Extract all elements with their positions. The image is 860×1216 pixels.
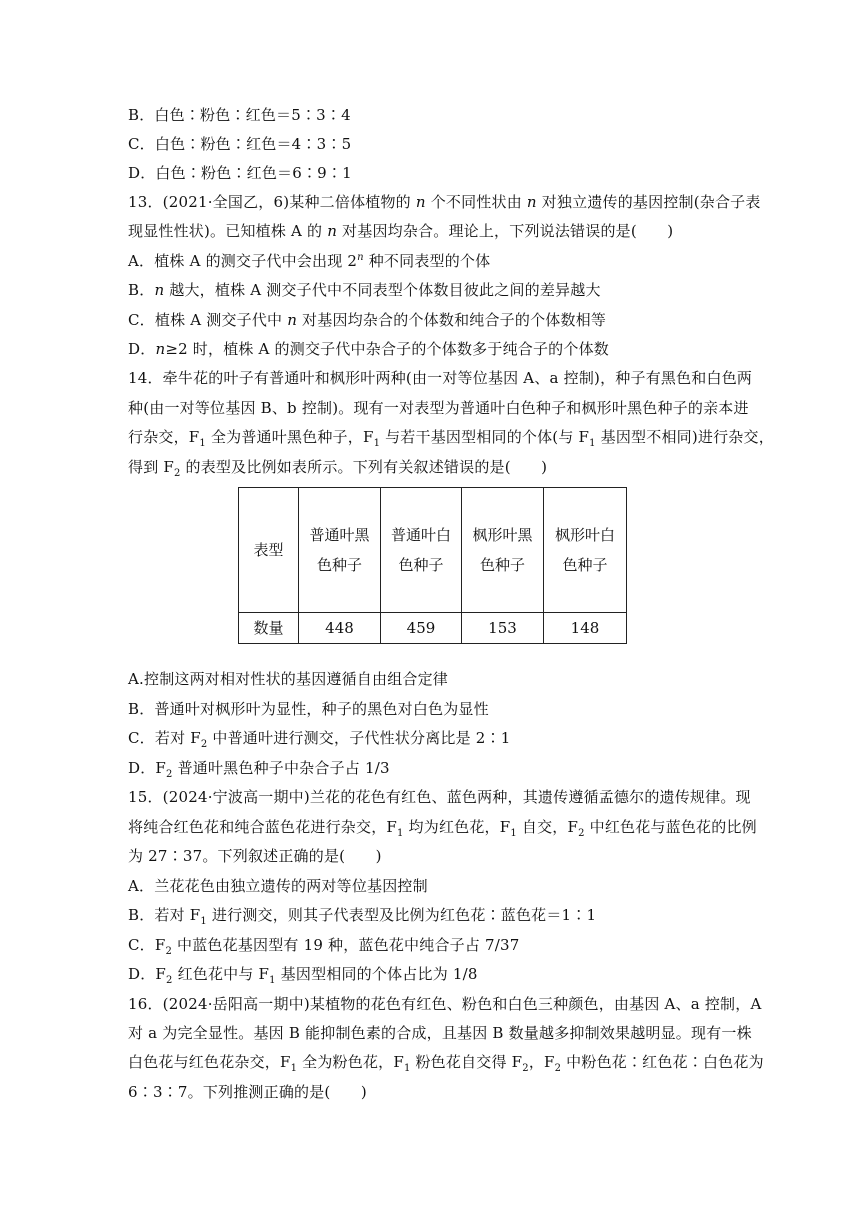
table-cell: 459 [381, 613, 462, 644]
q14-option-b: B．普通叶对枫形叶为显性，种子的黑色对白色为显性 [128, 700, 489, 718]
q15-option-a: A．兰花花色由独立遗传的两对等位基因控制 [128, 877, 428, 895]
q15-option-b: B．若对 $F_1$ 进行测交，则其子代表型及比例为红色花∶蓝色花＝1∶1 [128, 906, 597, 927]
q14-stem-line-1: 14．牵牛花的叶子有普通叶和枫形叶两种(由一对等位基因 A、a 控制)，种子有黑色和白色两 [128, 369, 753, 387]
q12-option-c: C．白色∶粉色∶红色＝4∶3∶5 [128, 135, 352, 153]
table-header-cell: 表型 [239, 488, 299, 613]
table-header-cell: 普通叶白 色种子 [381, 488, 462, 613]
table-row [239, 613, 627, 644]
table-cell: 数量 [239, 613, 299, 644]
q15-stem-line-2: 将纯合红色花和纯合蓝色花进行杂交，$F_1$ 均为红色花，$F_1$ 自交，$F_2$ 中红色花与蓝色花的比例 [128, 818, 757, 839]
q14-option-d: D．$F_2$ 普通叶黑色种子中杂合子占 1/3 [128, 759, 390, 780]
table-cell: 148 [544, 613, 627, 644]
q13-stem-line-2: 现显性性状)。已知植株 A 的 n 对基因均杂合。理论上，下列说法错误的是( ) [128, 222, 674, 240]
phenotype-table [238, 487, 627, 644]
q16-stem-line-3: 白色花与红色花杂交，$F_1$ 全为粉色花，$F_1$ 粉色花自交得 $F_2$，$F_2$ 中粉色花∶红色花∶白色花为 [128, 1053, 764, 1074]
q15-stem-line-1: 15．(2024·宁波高一期中)兰花的花色有红色、蓝色两种，其遗传遵循孟德尔的遗传规律。现 [128, 788, 751, 806]
q14-option-c: C．若对 $F_2$ 中普通叶进行测交，子代性状分离比是 2∶1 [128, 729, 511, 750]
table-cell: 448 [299, 613, 381, 644]
q13-stem-line-1: 13．(2021·全国乙，6)某种二倍体植物的 n 个不同性状由 n 对独立遗传的基因控制(杂合子表 [128, 193, 761, 211]
q13-option-d: D．n≥2 时，植株 A 的测交子代中杂合子的个体数多于纯合子的个体数 [128, 340, 609, 358]
q15-stem-line-3: 为 27∶37。下列叙述正确的是( ) [128, 847, 382, 865]
q13-option-b: B．n 越大，植株 A 测交子代中不同表型个体数目彼此之间的差异越大 [128, 281, 601, 299]
q14-stem-line-4: 得到 $F_2$ 的表型及比例如表所示。下列有关叙述错误的是( ) [128, 458, 548, 479]
q13-option-c: C．植株 A 测交子代中 n 对基因均杂合的个体数和纯合子的个体数相等 [128, 311, 607, 329]
table-header-cell: 普通叶黑 色种子 [299, 488, 381, 613]
q14-stem-line-2: 种(由一对等位基因 B、b 控制)。现有一对表型为普通叶白色种子和枫形叶黑色种子的亲本进 [128, 399, 749, 417]
table-header-cell: 枫形叶黑 色种子 [462, 488, 544, 613]
table-header-row [239, 488, 627, 613]
table-cell: 153 [462, 613, 544, 644]
table-header-cell: 枫形叶白 色种子 [544, 488, 627, 613]
q12-option-b: B．白色∶粉色∶红色＝5∶3∶4 [128, 106, 351, 124]
q15-option-d: D．$F_2$ 红色花中与 $F_1$ 基因型相同的个体占比为 1/8 [128, 965, 478, 986]
q14-stem-line-3: 行杂交，$F_1$ 全为普通叶黑色种子，$F_1$ 与若干基因型相同的个体(与 $F_1$ 基因型不相同)进行杂交， [128, 428, 774, 449]
q15-option-c: C．$F_2$ 中蓝色花基因型有 19 种，蓝色花中纯合子占 7/37 [128, 936, 520, 957]
q12-option-d: D．白色∶粉色∶红色＝6∶9∶1 [128, 164, 352, 182]
q16-stem-line-4: 6∶3∶7。下列推测正确的是( ) [128, 1083, 367, 1101]
q13-option-a: A．植株 A 的测交子代中会出现 2$^n$ 种不同表型的个体 [128, 252, 491, 270]
q16-stem-line-2: 对 a 为完全显性。基因 B 能抑制色素的合成，且基因 B 数量越多抑制效果越明显。现有一株 [128, 1024, 752, 1042]
q14-option-a: A.控制这两对相对性状的基因遵循自由组合定律 [128, 670, 449, 688]
q16-stem-line-1: 16．(2024·岳阳高一期中)某植物的花色有红色、粉色和白色三种颜色，由基因 A、a 控制，A [128, 995, 762, 1013]
